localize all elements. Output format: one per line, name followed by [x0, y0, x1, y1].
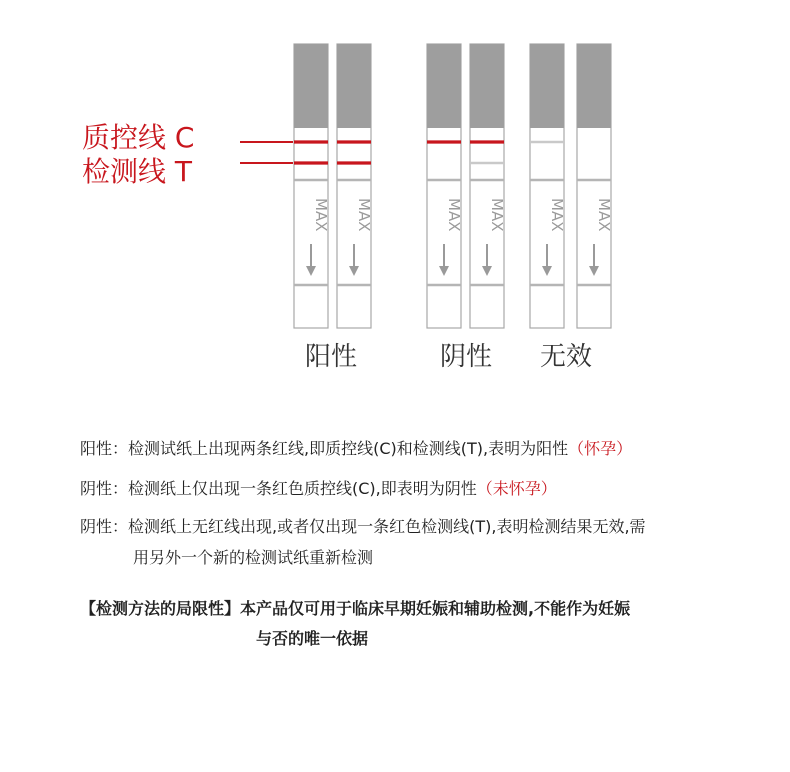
max-label: MAX	[312, 198, 330, 232]
strip-sample-pad	[470, 44, 504, 128]
test-line-label: 检测线 T	[82, 155, 193, 188]
description-negative-prefix: 阴性：	[80, 479, 129, 498]
strip-sample-pad	[427, 44, 461, 128]
test-strip	[427, 44, 463, 328]
description-invalid-text: 检测纸上无红线出现,或者仅出现一条红色检测线(T),表明检测结果无效,需	[128, 517, 646, 536]
test-strip	[294, 44, 330, 328]
max-label: MAX	[595, 198, 613, 232]
test-strip	[530, 44, 566, 328]
description-invalid-prefix: 阴性：	[80, 517, 129, 536]
description-positive	[80, 436, 632, 459]
strip-sample-pad	[577, 44, 611, 128]
test-strip	[470, 44, 506, 328]
limitation-continuation: 与否的唯一依据	[256, 629, 369, 648]
strip-groups	[294, 44, 613, 328]
group-label-positive: 阳性	[305, 342, 358, 372]
group-label-negative: 阴性	[440, 342, 493, 372]
limitation-title: 【检测方法的局限性】	[80, 599, 241, 618]
group-label-invalid: 无效	[540, 342, 593, 372]
strip-sample-pad	[530, 44, 564, 128]
control-line-label: 质控线 C	[82, 121, 195, 154]
description-positive-highlight: （怀孕）	[568, 439, 633, 458]
description-positive-text: 检测试纸上出现两条红线,即质控线(C)和检测线(T),表明为阳性	[128, 439, 569, 458]
limitation-text: 本产品仅可用于临床早期妊娠和辅助检测,不能作为妊娠	[240, 599, 631, 618]
description-invalid	[80, 514, 646, 537]
description-negative	[80, 476, 557, 499]
description-negative-highlight: （未怀孕）	[476, 479, 557, 498]
description-invalid-continuation: 用另外一个新的检测试纸重新检测	[133, 548, 374, 567]
limitation-note	[80, 596, 630, 619]
test-strip	[337, 44, 373, 328]
strip-sample-pad	[337, 44, 371, 128]
description-negative-text: 检测纸上仅出现一条红色质控线(C),即表明为阴性	[128, 479, 477, 498]
strip-sample-pad	[294, 44, 328, 128]
max-label: MAX	[548, 198, 566, 232]
max-label: MAX	[445, 198, 463, 232]
description-positive-prefix: 阳性：	[80, 439, 129, 458]
max-label: MAX	[488, 198, 506, 232]
max-label: MAX	[355, 198, 373, 232]
test-strip	[577, 44, 613, 328]
